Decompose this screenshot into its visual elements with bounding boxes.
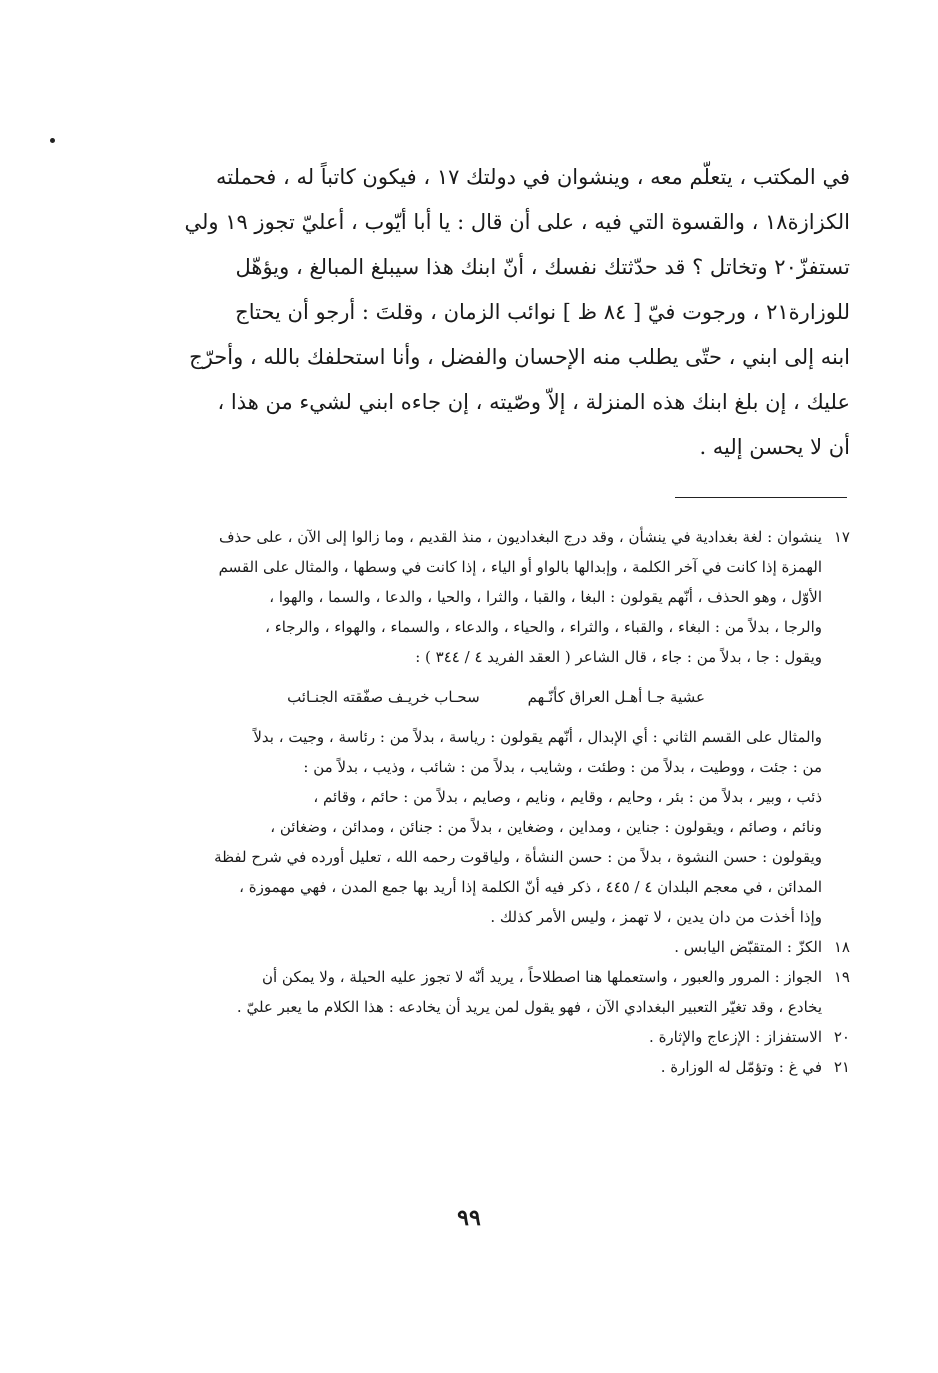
footnote-line: الأوّل ، وهو الحذف ، أنّهم يقولون : البغا ، والقبا ، والثرا ، والحيا ، والدعا ، والسما ، والهوا ، xyxy=(269,588,822,606)
footnote-18 xyxy=(170,932,850,962)
footnotes-block xyxy=(170,522,850,1082)
main-text-line: في المكتب ، يتعلّم معه ، وينشوان في دولتك ١٧ ، فيكون كاتباً له ، فحملته xyxy=(216,165,850,189)
footnote-17 xyxy=(170,522,850,932)
footnote-line: والرجا ، بدلاً من : البغاء ، والقباء ، والثراء ، والحياء ، والدعاء ، والسماء ، والهواء ، والرجاء ، xyxy=(265,618,822,636)
footnote-19 xyxy=(170,962,850,1022)
main-text-line: الكزازة١٨ ، والقسوة التي فيه ، على أن قال : يا أبا أيّوب ، أعليّ تجوز ١٩ ولي xyxy=(184,210,850,234)
footnote-number: ١٨ xyxy=(833,938,850,956)
footnote-number: ١٩ xyxy=(833,968,850,986)
main-text-line: عليك ، إن بلغ ابنك هذه المنزلة ، إلاّ وصّيته ، إن جاءه ابني لشيء من هذا ، xyxy=(217,390,850,414)
footnote-body xyxy=(170,1052,822,1082)
footnote-line: الهمزة إذا كانت في آخر الكلمة ، وإبدالها بالواو أو الياء ، إذا كانت في وسطها ، والمثال على القسم xyxy=(218,558,822,576)
footnote-line: ويقولون : حسن النشوة ، بدلاً من : حسن النشأة ، ولياقوت رحمه الله ، تعليل أورده في شرح لفظة xyxy=(214,848,822,866)
footnote-line: وإذا أخذت من دان يدين ، لا تهمز ، وليس الأمر كذلك . xyxy=(490,908,822,926)
footnote-number: ٢٠ xyxy=(833,1028,850,1046)
footnote-separator xyxy=(675,497,847,498)
footnote-21 xyxy=(170,1052,850,1082)
verse-second-hemistich: سحـاب خريـف صفّقته الجنـائب xyxy=(287,688,480,706)
footnote-body xyxy=(170,1022,822,1052)
footnote-line: ينشوان : لغة بغدادية في ينشأن ، وقد درج البغداديون ، منذ القديم ، وما زالوا إلى الآن ، على حذف xyxy=(218,528,822,546)
footnote-body xyxy=(170,962,822,1022)
main-text-line: ابنه إلى ابني ، حتّى يطلب منه الإحسان والفضل ، وأنا استحلفك بالله ، وأحرّج xyxy=(189,345,850,369)
footnote-line: من : جئت ، ووطيت ، بدلاً من : وطئت ، وشايب ، بدلاً من : شائب ، وذيب ، بدلاً من : xyxy=(303,758,822,776)
poetry-verse xyxy=(170,682,822,712)
main-text-line: للوزارة٢١ ، ورجوت فيّ [ ٨٤ ظ ] نوائب الزمان ، وقلتَ : أرجو أن يحتاج xyxy=(235,300,850,324)
footnote-line: والمثال على القسم الثاني : أي الإبدال ، أنّهم يقولون : رياسة ، بدلاً من : رئاسة ، وجيت ، بدلاً xyxy=(253,728,822,746)
footnote-line: المدائن ، في معجم البلدان ٤ / ٤٤٥ ، ذكر فيه أنّ الكلمة إذا أريد بها جمع المدن ، فهي مهموزة ، xyxy=(239,878,822,896)
footnote-line: الجواز : المرور والعبور ، واستعملها هنا اصطلاحاً ، يريد أنّه لا تجوز عليه الحيلة ، ولا يمكن أن xyxy=(261,968,822,986)
main-text-line: تستفزّ٢٠ وتخاتل ؟ قد حدّثتك نفسك ، أنّ ابنك هذا سيبلغ المبالغ ، ويؤهّل xyxy=(235,255,850,279)
ink-speck xyxy=(50,138,55,143)
page-number: ٩٩ xyxy=(457,1205,481,1231)
footnote-number: ١٧ xyxy=(833,528,850,546)
footnote-line: الكزّ : المتقبّض اليابس . xyxy=(674,938,822,956)
main-text-block xyxy=(160,155,850,470)
footnote-body xyxy=(170,522,822,932)
footnote-line: ويقول : جا ، بدلاً من : جاء ، قال الشاعر ( العقد الفريد ٤ / ٣٤٤ ) : xyxy=(415,648,822,666)
main-text-line: أن لا يحسن إليه . xyxy=(699,435,850,459)
footnote-number: ٢١ xyxy=(833,1058,850,1076)
footnote-line: في غ : وتؤمّل له الوزارة . xyxy=(660,1058,822,1076)
verse-first-hemistich: عشية جـا أهـل العراق كأنّـهم xyxy=(527,688,705,706)
footnote-line: ذئب ، وبير ، بدلاً من : بئر ، وحايم ، وقايم ، ونايم ، وصايم ، بدلاً من : حائم ، وقائم ، xyxy=(313,788,822,806)
footnote-line: الاستفزاز : الإزعاج والإثارة . xyxy=(649,1028,822,1046)
footnote-line: يخادع ، وقد تغيّر التعبير البغدادي الآن ، فهو يقول لمن يريد أن يخادعه : هذا الكلام ما يعبر عليّ . xyxy=(236,998,822,1016)
footnote-line: ونائم ، وصائم ، ويقولون : جناين ، ومداين ، وضغاين ، بدلاً من : جنائن ، ومدائن ، وضغائن ، xyxy=(270,818,822,836)
footnote-body xyxy=(170,932,822,962)
footnote-20 xyxy=(170,1022,850,1052)
